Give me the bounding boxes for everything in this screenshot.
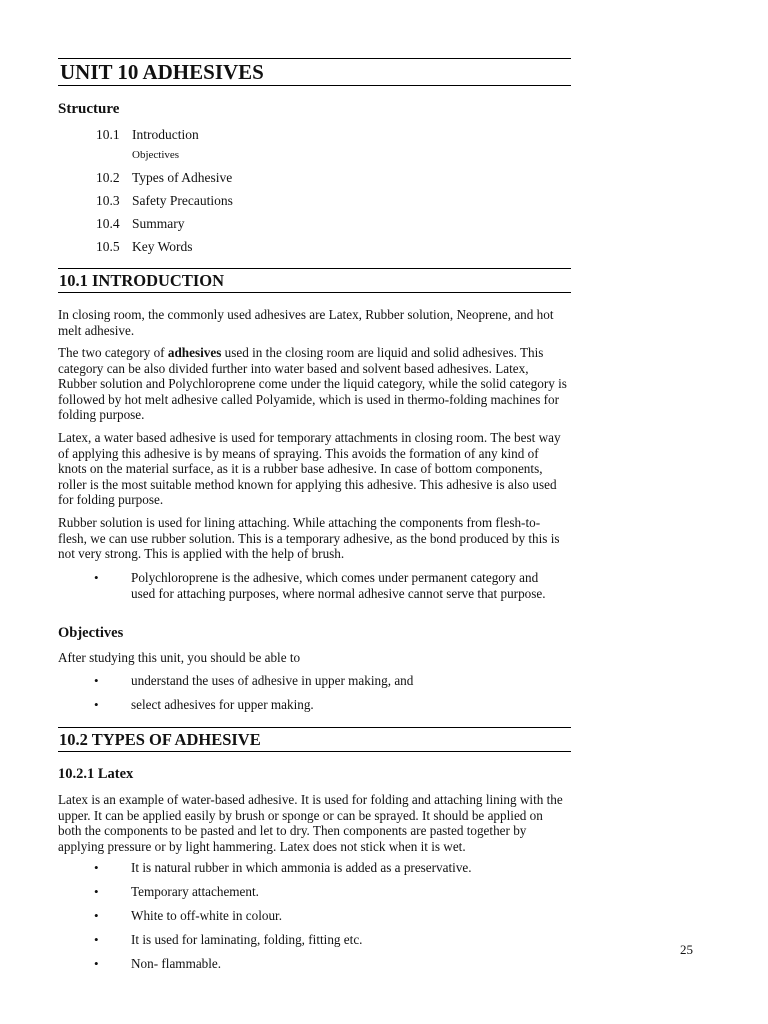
list-item-text: Temporary attachement. [131, 884, 259, 899]
list-item [58, 884, 571, 900]
bullet-icon: • [94, 932, 99, 947]
list-item-text: It is natural rubber in which ammonia is added as a preservative. [131, 860, 472, 875]
toc-subitem: Objectives [132, 149, 180, 161]
toc-label: Safety Precautions [132, 193, 233, 208]
list-item [58, 697, 571, 713]
list-item-text: understand the uses of adhesive in upper making, and [131, 673, 414, 688]
toc-number: 10.4 [96, 216, 120, 231]
section-heading-introduction: 10.1 INTRODUCTION [58, 268, 571, 293]
unit-title: UNIT 10 ADHESIVES [58, 58, 571, 86]
toc-item [96, 126, 233, 149]
bullet-icon: • [94, 697, 99, 712]
toc-label: Types of Adhesive [132, 170, 233, 185]
intro-paragraph: In closing room, the commonly used adhesives are Latex, Rubber solution, Neoprene, and hot melt adhesive. [58, 307, 554, 338]
list-item-text: Non- flammable. [131, 956, 222, 971]
list-item [58, 908, 571, 924]
toc-label: Key Words [132, 239, 193, 254]
bullet-icon: • [94, 860, 99, 875]
list-item-text: White to off-white in colour. [131, 908, 283, 923]
bullet-icon: • [94, 884, 99, 899]
toc-item [96, 238, 233, 261]
latex-paragraph: Latex is an example of water-based adhesive. It is used for folding and attaching lining with the upper. It can be applied easily by brush or sponge or can be sprayed. It should be applied on both the components to be pasted and let to dry. Then components are pasted together by applying pressure or by light hammering. Latex does not stick when it is wet. [58, 792, 563, 854]
bullet-icon: • [94, 673, 99, 688]
toc-label: Introduction [132, 127, 199, 142]
section-heading-types: 10.2 TYPES OF ADHESIVE [58, 727, 571, 752]
list-item [58, 570, 571, 601]
intro-paragraph: Latex, a water based adhesive is used for temporary attachments in closing room. The best way of applying this adhesive is by means of spraying. This avoids the formation of any kind of knots on the material surface, as it is a rubber base adhesive. In case of bottom components, roller is the most suitable method known for applying this adhesive. This adhesive is also used for folding purpose. [58, 430, 561, 507]
latex-heading: 10.2.1 Latex [58, 766, 134, 782]
list-item [58, 956, 571, 972]
page-number: 25 [680, 942, 693, 957]
intro-paragraph: The two category of adhesives used in the closing room are liquid and solid adhesives. This category can be also divided further into water based and solvent based adhesives. Latex, Rubber solution and Polychloroprene come under the liquid category, while the solid category is followed by hot melt adhesive called Polyamide, which is used in thermo-folding machines for folding purpose. [58, 345, 567, 422]
toc-number: 10.5 [96, 239, 120, 254]
table-of-contents [96, 126, 233, 261]
list-item-text: Polychloroprene is the adhesive, which comes under permanent category and used for attaching purposes, where normal adhesive cannot serve that purpose. [131, 570, 546, 601]
bullet-icon: • [94, 908, 99, 923]
toc-item [96, 192, 233, 215]
toc-number: 10.2 [96, 170, 120, 185]
list-item [58, 673, 571, 689]
objectives-lead: After studying this unit, you should be able to [58, 650, 301, 665]
list-item [58, 860, 571, 876]
list-item-text: select adhesives for upper making. [131, 697, 314, 712]
list-item-text: It is used for laminating, folding, fitting etc. [131, 932, 363, 947]
list-item [58, 932, 571, 948]
bullet-icon: • [94, 570, 99, 585]
toc-item [96, 215, 233, 238]
toc-label: Summary [132, 216, 185, 231]
structure-heading: Structure [58, 101, 120, 117]
objectives-heading: Objectives [58, 625, 124, 641]
bullet-icon: • [94, 956, 99, 971]
intro-paragraph: Rubber solution is used for lining attaching. While attaching the components from flesh-to-flesh, we can use rubber solution. This is a temporary adhesive, as the bond produced by this is not very strong. This is applied with the help of brush. [58, 515, 560, 561]
toc-item [96, 169, 233, 192]
bold-term: adhesives [167, 345, 222, 360]
toc-number: 10.1 [96, 127, 120, 142]
toc-number: 10.3 [96, 193, 120, 208]
